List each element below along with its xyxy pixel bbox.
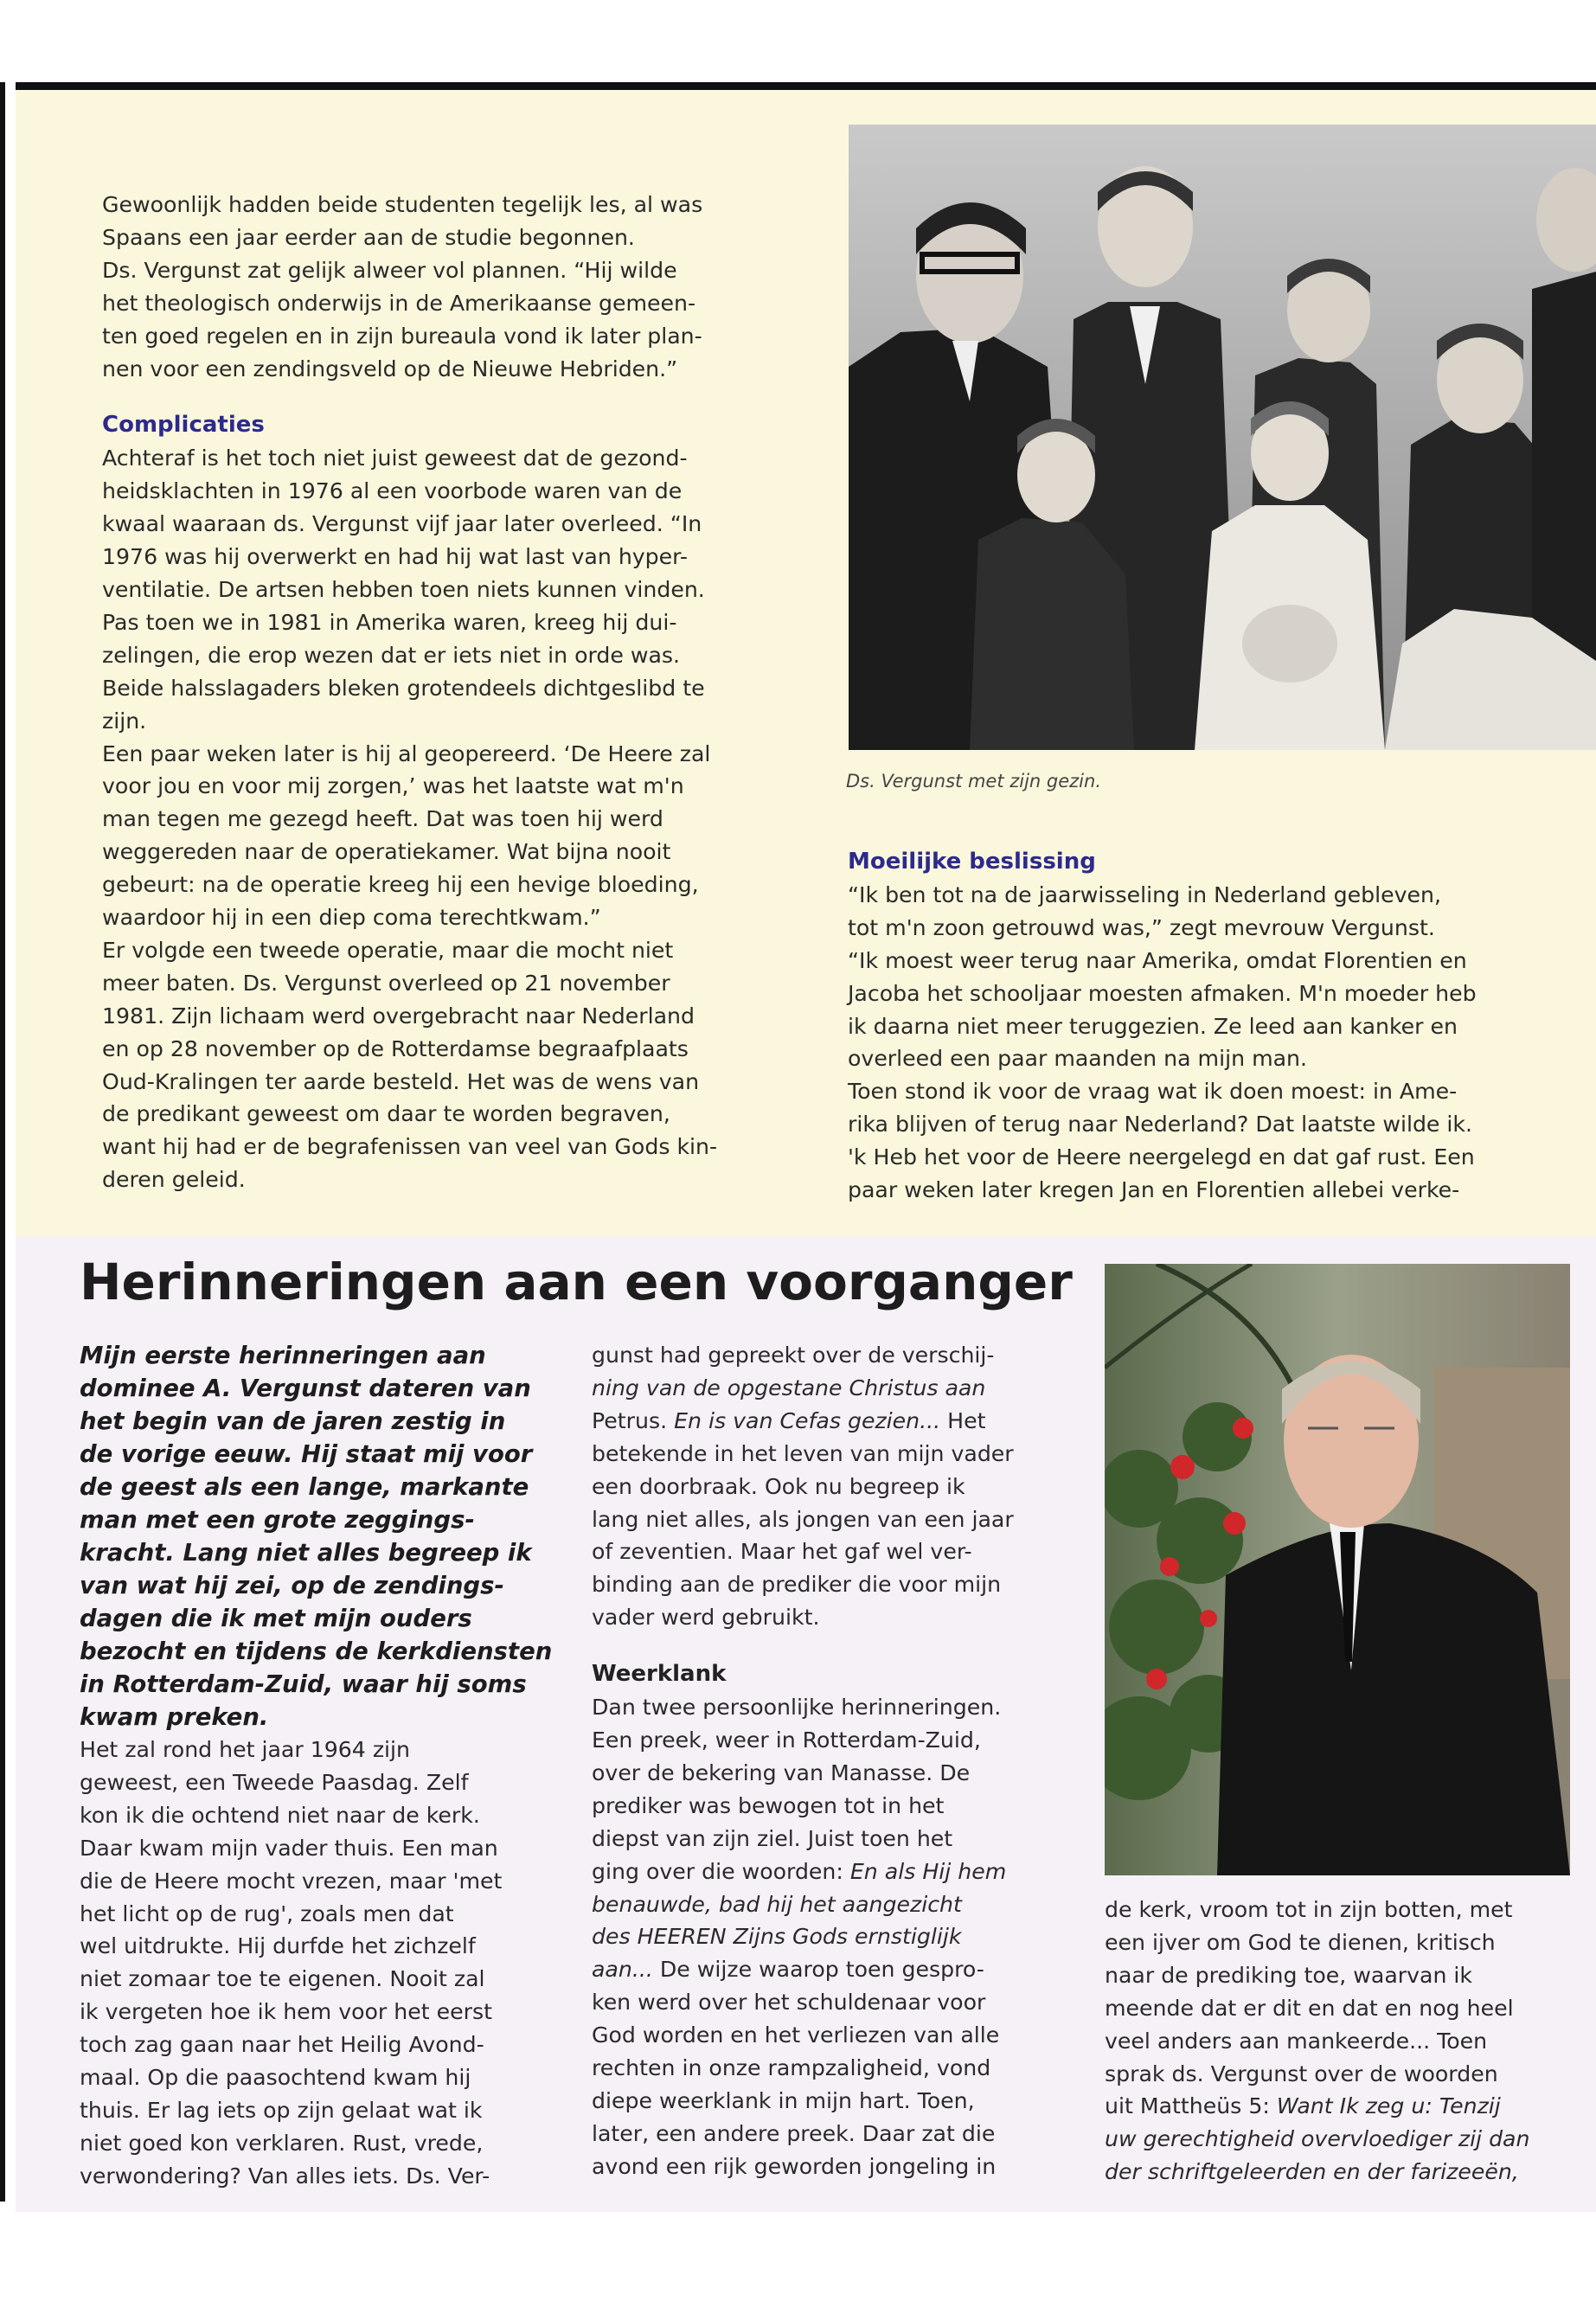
text-line: paar weken later kregen Jan en Florentien allebei verke- [848, 1177, 1460, 1203]
text-line [592, 1856, 1085, 1888]
text-line: “Ik moest weer terug naar Amerika, omdat Florentien en [848, 947, 1467, 973]
text-line: toch zag gaan naar het Heilig Avond- [80, 2032, 484, 2058]
text-line: prediker was bewogen tot in het [592, 1792, 945, 1818]
text-line: avond een rijk geworden jongeling in [592, 2153, 997, 2179]
lead-line: dominee A. Vergunst dateren van [80, 1375, 531, 1402]
left-edge-rule [0, 82, 5, 2202]
text-line: Een paar weken later is hij al geopereerd. ‘De Heere zal [102, 740, 711, 766]
text-line: veel anders aan mankeerde... Toen [1105, 2028, 1488, 2054]
lead-line: kracht. Lang niet alles begreep ik [80, 1539, 532, 1567]
text-line: Het zal rond het jaar 1964 zijn [80, 1737, 411, 1762]
text-line: binding aan de prediker die voor mijn [592, 1572, 1002, 1598]
top-rule [16, 82, 1596, 90]
text-line: de kerk, vroom tot in zijn botten, met [1105, 1897, 1513, 1922]
text-line: niet goed kon verklaren. Rust, vrede, [80, 2130, 484, 2156]
text-run: uit Mattheüs 5: [1105, 2093, 1277, 2119]
subheading-complicaties: Complicaties [102, 412, 265, 439]
text-line: zijn. [102, 708, 147, 734]
text-line: Daar kwam mijn vader thuis. Een man [80, 1835, 498, 1861]
text-line: vader werd gebruikt. [592, 1605, 820, 1631]
text-line: ventilatie. De artsen hebben toen niets kunnen vinden. [102, 576, 705, 602]
text-line: want hij had er de begrafenissen van veel van Gods kin- [102, 1134, 718, 1160]
text-line: Dan twee persoonlijke herinneringen. [592, 1695, 1002, 1721]
text-line: meende dat er dit en dat en nog heel [1105, 1995, 1514, 2021]
text-run: Het [940, 1407, 986, 1433]
subheading-moeilijke-beslissing: Moeilijke beslissing [848, 849, 1096, 875]
article-headline: Herinneringen aan een voorganger [80, 1253, 1073, 1311]
text-line: een doorbraak. Ook nu begreep ik [592, 1473, 965, 1499]
scripture-quote: En is van Cefas gezien... [674, 1407, 941, 1433]
text-line: ken werd over het schuldenaar voor [592, 1990, 986, 2016]
text-line: gunst had gepreekt over de verschij- [592, 1343, 995, 1368]
bottom-middle-column [592, 1339, 1085, 2183]
text-line: ning van de opgestane Christus aan [592, 1375, 986, 1400]
text-line: sprak ds. Vergunst over de woorden [1105, 2061, 1498, 2086]
text-line: gebeurt: na de operatie kreeg hij een hevige bloeding, [102, 872, 699, 898]
text-line: een ijver om God te dienen, kritisch [1105, 1929, 1496, 1955]
bottom-left-column [80, 1339, 564, 2193]
text-run: Petrus. [592, 1407, 675, 1433]
scripture-quote: des HEEREN Zijns Gods ernstiglijk [592, 1924, 962, 1950]
text-line: heidsklachten in 1976 al een voorbode waren van de [102, 478, 683, 504]
text-line: niet zomaar toe te eigenen. Nooit zal [80, 1966, 485, 1992]
text-line: of zeventien. Maar het gaf wel ver- [592, 1539, 972, 1565]
lead-line: in Rotterdam-Zuid, waar hij soms [80, 1670, 527, 1698]
text-line: lang niet alles, als jongen van een jaar [592, 1506, 1014, 1532]
text-line: over de bekering van Manasse. De [592, 1759, 971, 1785]
lead-line: kwam preken. [80, 1703, 269, 1731]
subheading-weerklank: Weerklank [592, 1661, 727, 1688]
lead-line: de geest als een lange, markante [80, 1473, 529, 1501]
text-line: diepe weerklank in mijn hart. Toen, [592, 2087, 975, 2113]
scripture-quote: uw gerechtigheid overvloediger zij dan [1105, 2126, 1530, 2152]
scripture-quote: benauwde, bad hij het aangezicht [592, 1891, 962, 1917]
family-photo-image [849, 125, 1596, 750]
text-line: Jacoba het schooljaar moesten afmaken. M'n moeder heb [848, 980, 1477, 1006]
text-line: nen voor een zendingsveld op de Nieuwe Hebriden.” [102, 356, 678, 381]
text-line: later, een andere preek. Daar zat die [592, 2120, 996, 2146]
text-line: tot m'n zoon getrouwd was,” zegt mevrouw Vergunst. [848, 914, 1435, 940]
text-line: Ds. Vergunst zat gelijk alweer vol plannen. “Hij wilde [102, 257, 677, 283]
text-line: en op 28 november op de Rotterdamse begraafplaats [102, 1035, 689, 1061]
text-line: zelingen, die erop wezen dat er iets niet in orde was. [102, 642, 681, 668]
text-line: Gewoonlijk hadden beide studenten tegelijk les, al was [102, 192, 703, 217]
text-line: man tegen me gezegd heeft. Dat was toen hij werd [102, 806, 663, 832]
lead-line: man met een grote zeggings- [80, 1506, 475, 1534]
text-line: ik daarna niet meer teruggezien. Ze leed aan kanker en [848, 1013, 1458, 1039]
family-photo [849, 125, 1596, 750]
text-line: ik vergeten hoe ik hem voor het eerst [80, 1999, 492, 2025]
text-line: “Ik ben tot na de jaarwisseling in Nederland gebleven, [848, 881, 1441, 907]
text-line: waardoor hij in een diep coma terechtkwam.” [102, 905, 601, 931]
text-line: rika blijven of terug naar Nederland? Dat laatste wilde ik. [848, 1112, 1473, 1138]
text-line: 'k Heb het voor de Heere neergelegd en dat gaf rust. Een [848, 1144, 1475, 1170]
text-line: 1981. Zijn lichaam werd overgebracht naar Nederland [102, 1003, 695, 1029]
text-line: Beide halsslagaders bleken grotendeels dichtgeslibd te [102, 675, 705, 701]
text-run: De wijze waarop toen gespro- [652, 1957, 984, 1983]
text-line: Pas toen we in 1981 in Amerika waren, kreeg hij dui- [102, 609, 677, 635]
text-line: weggereden naar de operatiekamer. Wat bijna nooit [102, 839, 671, 865]
text-line: deren geleid. [102, 1167, 246, 1193]
text-line: ten goed regelen en in zijn bureaula vond ik later plan- [102, 323, 702, 349]
text-line: overleed een paar maanden na mijn man. [848, 1046, 1308, 1072]
text-line: geweest, een Tweede Paasdag. Zelf [80, 1769, 469, 1795]
lead-line: de vorige eeuw. Hij staat mij voor [80, 1440, 533, 1468]
text-line: het licht op de rug', zoals men dat [80, 1900, 454, 1926]
text-line: wel uitdrukte. Hij durfde het zichzelf [80, 1933, 476, 1959]
text-line: thuis. Er lag iets op zijn gelaat wat ik [80, 2097, 483, 2123]
lead-line: Mijn eerste herinneringen aan [80, 1342, 486, 1369]
text-line: diepst van zijn ziel. Juist toen het [592, 1825, 953, 1851]
text-line: Toen stond ik voor de vraag wat ik doen moest: in Ame- [848, 1079, 1458, 1105]
text-line: het theologisch onderwijs in de Amerikaanse gemeen- [102, 290, 696, 316]
text-line: meer baten. Ds. Vergunst overleed op 21 november [102, 970, 670, 996]
text-line [592, 1953, 1085, 1986]
text-line: Er volgde een tweede operatie, maar die mocht niet [102, 937, 674, 963]
text-line: maal. Op die paasochtend kwam hij [80, 2065, 471, 2091]
text-line: kwaal waaraan ds. Vergunst vijf jaar later overleed. “In [102, 511, 702, 537]
text-line: die de Heere mocht vrezen, maar 'met [80, 1868, 503, 1894]
top-left-column [102, 189, 785, 1196]
scripture-quote: aan... [592, 1957, 653, 1983]
text-run: ging over die woorden: [592, 1858, 850, 1884]
text-line: naar de prediking toe, waarvan ik [1105, 1962, 1473, 1988]
scripture-quote: der schriftgeleerden en der farizeeën, [1105, 2159, 1519, 2185]
text-line: betekende in het leven van mijn vader [592, 1440, 1014, 1466]
text-line: Achteraf is het toch niet juist geweest dat de gezond- [102, 445, 688, 471]
scripture-quote: Want Ik zeg u: Tenzij [1276, 2093, 1501, 2119]
lead-line: bezocht en tijdens de kerkdiensten [80, 1638, 553, 1665]
scripture-quote: En als Hij hem [849, 1858, 1007, 1884]
text-line [1105, 2090, 1576, 2123]
text-line: rechten in onze rampzaligheid, vond [592, 2055, 991, 2081]
lead-line: van wat hij zei, op de zendings- [80, 1572, 504, 1599]
lead-line: dagen die ik met mijn ouders [80, 1605, 472, 1632]
bottom-right-column [1105, 1894, 1576, 2189]
text-line: 1976 was hij overwerkt en had hij wat last van hyper- [102, 544, 688, 570]
text-line [592, 1405, 1085, 1438]
photo-caption: Ds. Vergunst met zijn gezin. [846, 771, 1102, 792]
text-line: verwondering? Van alles iets. Ds. Ver- [80, 2163, 490, 2189]
text-line: God worden en het verliezen van alle [592, 2022, 1000, 2048]
text-line: kon ik die ochtend niet naar de kerk. [80, 1802, 480, 1828]
text-line: de predikant geweest om daar te worden begraven, [102, 1101, 670, 1127]
top-right-column [848, 846, 1566, 1207]
text-line: voor jou en voor mij zorgen,’ was het laatste wat m'n [102, 773, 684, 799]
text-line: Een preek, weer in Rotterdam-Zuid, [592, 1727, 981, 1753]
portrait-photo [1105, 1264, 1570, 1875]
text-line: Oud-Kralingen ter aarde besteld. Het was de wens van [102, 1068, 700, 1094]
text-line: Spaans een jaar eerder aan de studie begonnen. [102, 224, 635, 250]
portrait-photo-image [1105, 1264, 1570, 1875]
lead-line: het begin van de jaren zestig in [80, 1407, 506, 1435]
